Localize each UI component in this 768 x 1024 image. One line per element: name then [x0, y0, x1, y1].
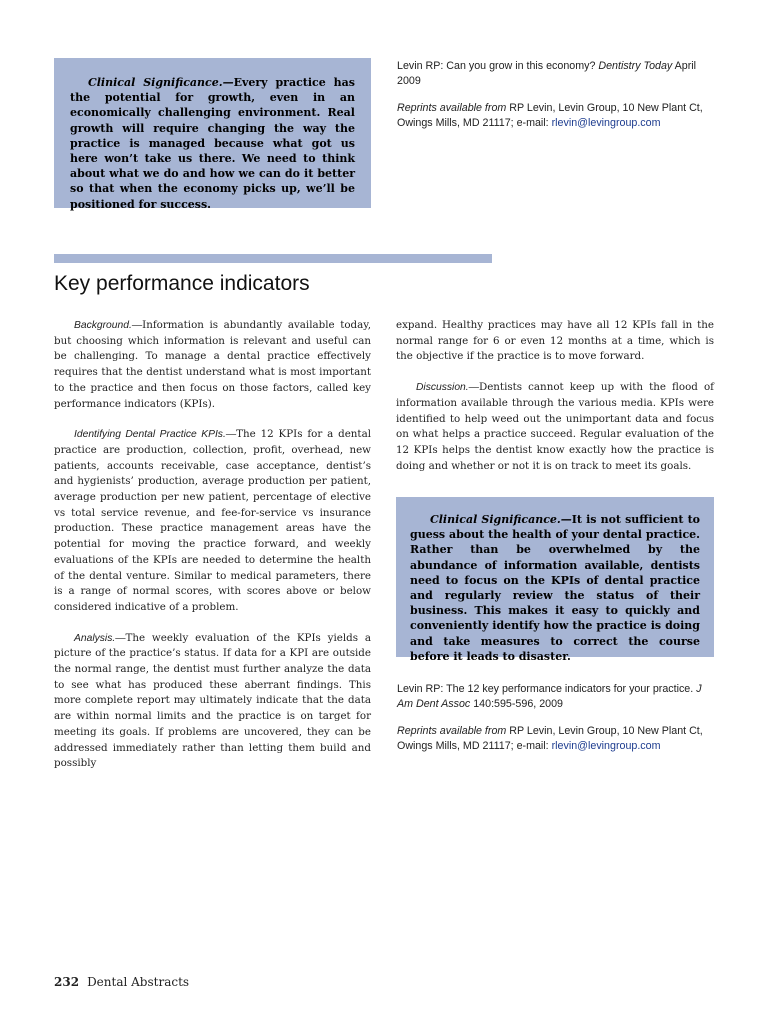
paragraph-text: The weekly evaluation of the KPIs yields a picture of the practice’s status. If data for a KPI are outside the normal range, the dentist must further analyze the data to see what has produced these aberrant findings. This more complete report may ultimately indicate that the data are within normal limits and the practice is on target for meeting its goals. If problems are uncovered, they can be addressed immediately rather than letting them build and possibly	[54, 631, 371, 770]
reprints	[397, 724, 717, 754]
paragraph-text: Information is abundantly available today, but choosing which information is relevant and useful can be challenging. To manage a dental practice effectively requires that the dentist understand what is most important to the practice and then focus on those factors, called key performance indicators (KPIs).	[54, 319, 371, 410]
citation-text: Levin RP: Can you grow in this economy?	[397, 60, 599, 72]
reference-bottom	[397, 682, 717, 754]
citation-date: April 2009	[397, 60, 697, 87]
left-column	[54, 318, 371, 787]
paragraph-label: Background.—	[74, 320, 143, 331]
background-paragraph	[54, 318, 371, 412]
paragraph-label: Discussion.—	[416, 382, 479, 394]
clinical-significance-box-bottom	[396, 497, 714, 663]
citation	[397, 682, 717, 712]
paragraph-label: Identifying Dental Practice KPIs.—	[74, 429, 237, 441]
citation	[397, 59, 717, 89]
journal-name: Dentistry Today	[598, 60, 673, 72]
email-link[interactable]: rlevin@levingroup.com	[551, 740, 661, 752]
box-text: Every practice has the potential for growth, even in an economically challenging environment. Real growth will require changing the way the practice is managed because what got us here won’t take us there. We need to think about what we do and how we can do it better so that when the economy picks up, we’ll be positioned for success.	[70, 76, 355, 211]
box-label: Clinical Significance.—	[430, 513, 572, 526]
paragraph-label: Analysis.—	[74, 632, 126, 644]
page-number: 232	[54, 975, 80, 989]
reprints	[397, 101, 717, 131]
email-link[interactable]: rlevin@levingroup.com	[551, 117, 661, 129]
page-footer	[54, 975, 189, 989]
citation-date: 140:595-596, 2009	[470, 698, 563, 710]
analysis-paragraph	[54, 631, 371, 772]
box-label: Clinical Significance.—	[88, 76, 234, 89]
box-text: It is not sufficient to guess about the health of your dental practice. Rather than be overwhelmed by the abundance of information available, dentists need to focus on the KPIs of dental practice and regularly review the status of their business. This makes it easy to quickly and conveniently identify how the practice is doing and take measures to correct the course before it leads to disaster.	[410, 513, 700, 663]
section-heading: Key performance indicators	[54, 272, 310, 295]
reprints-text: RP Levin, Levin Group, 10 New Plant Ct, Owings Mills, MD 21117; e-mail:	[397, 102, 703, 129]
paragraph-text: Dentists cannot keep up with the flood of information available through the various media. KPIs were identified to help weed out the unimportant data and focus on what helps a practice succeed. Regular evaluation of the 12 KPIs helps the dentist know exactly how the practice is doing and whether or not it is on track to meet its goals.	[396, 381, 714, 472]
right-column	[396, 318, 714, 489]
reprints-label: Reprints available from	[397, 725, 507, 737]
reprints-text: RP Levin, Levin Group, 10 New Plant Ct, Owings Mills, MD 21117; e-mail:	[397, 725, 703, 752]
section-divider	[54, 254, 492, 263]
discussion-paragraph	[396, 380, 714, 474]
citation-text: Levin RP: The 12 key performance indicators for your practice.	[397, 683, 697, 695]
analysis-continuation: expand. Healthy practices may have all 12 KPIs fall in the normal range for 6 or even 12 months at a time, which is the objective if the practice is to move forward.	[396, 319, 714, 363]
reference-top	[397, 59, 717, 131]
clinical-significance-box-top	[54, 58, 371, 211]
reprints-label: Reprints available from	[397, 102, 507, 114]
journal-name-footer: Dental Abstracts	[87, 975, 190, 989]
paragraph-text: The 12 KPIs for a dental practice are production, collection, profit, overhead, new patients, accounts receivable, case acceptance, dentist’s and hygienists’ production, average production per patient, average production per new patient, percentage of elective vs total service revenue, and fee-for-service vs insurance production. These practice management areas have the potential for moving the practice forward, and weekly evaluations of the KPIs are needed to determine the health of the dental venture. Similar to medical parameters, there is a range of normal scores, with scores above or below considered indicative of a problem.	[54, 428, 371, 613]
journal-name: J Am Dent Assoc	[397, 683, 702, 710]
identifying-paragraph	[54, 427, 371, 615]
